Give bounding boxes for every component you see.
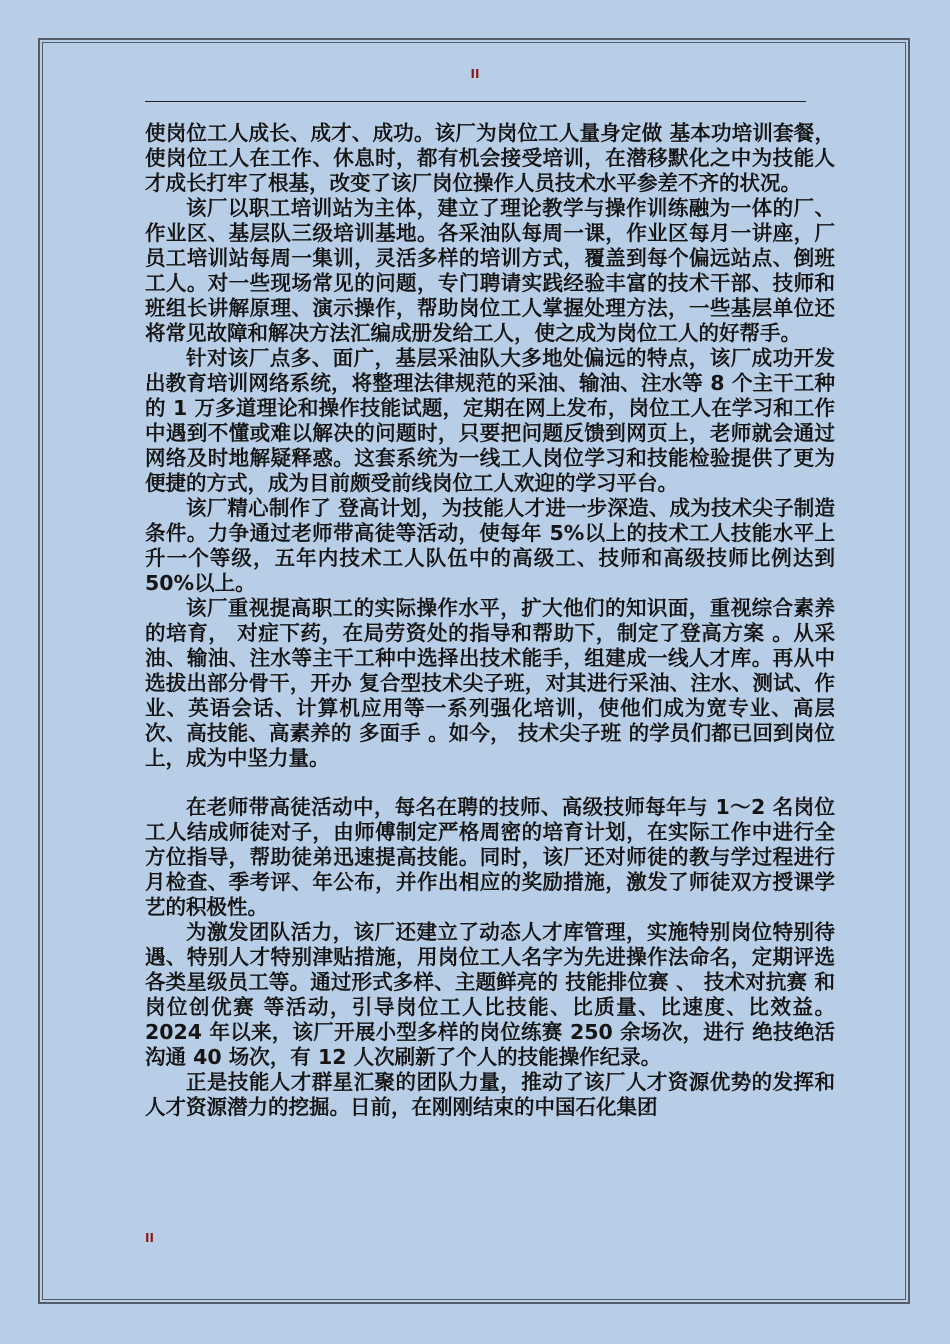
paragraph-1: 使岗位工人成长、成才、成功。该厂为岗位工人量身定做 基本功培训套餐，使岗位工人在工作、休息时，都有机会接受培训，在潜移默化之中为技能人才成长打牢了根基，改变了该厂岗位操作人员技术水平参差不齐的状况。 [145,121,835,195]
paragraph-2: 该厂以职工培训站为主体，建立了理论教学与操作训练融为一体的厂、作业区、基层队三级培训基地。各采油队每周一课，作业区每月一讲座，厂员工培训站每周一集训，灵活多样的培训方式，覆盖到每个偏远站点、倒班工人。对一些现场常见的问题，专门聘请实践经验丰富的技术干部、技师和班组长讲解原理、演示操作，帮助岗位工人掌握处理方法，一些基层单位还将常见故障和解决方法汇编成册发给工人，使之成为岗位工人的好帮手。 [145,196,835,345]
paragraph-3: 针对该厂点多、面广，基层采油队大多地处偏远的特点，该厂成功开发出教育培训网络系统，将整理法律规范的采油、输油、注水等 8 个主干工种的 1 万多道理论和操作技能试题，定期在网上发布，岗位工人在学习和工作中遇到不懂或难以解决的问题时，只要把问题反馈到网页上，老师就会通过网络及时地解疑释惑。这套系统为一线工人岗位学习和技能检验提供了更为便捷的方式，成为目前颇受前线岗位工人欢迎的学习平台。 [145,346,835,495]
paragraph-5: 该厂重视提高职工的实际操作水平，扩大他们的知识面，重视综合素养的培育， 对症下药，在局劳资处的指导和帮助下，制定了登高方案 。从采油、输油、注水等主干工种中选择出技术能手，组建成一线人才库。再从中选拔出部分骨干，开办 复合型技术尖子班，对其进行采油、注水、测试、作业、英语会话、计算机应用等一系列强化培训，使他们成为宽专业、高层次、高技能、高素养的 多面手 。如今， 技术尖子班 的学员们都已回到岗位上，成为中坚力量。 [145,596,835,770]
header-mark: II [470,67,480,81]
paragraph-8: 正是技能人才群星汇聚的团队力量，推动了该厂人才资源优势的发挥和人才资源潜力的挖掘。日前，在刚刚结束的中国石化集团 [145,1070,835,1119]
footer-mark: II [145,1231,154,1245]
document-body [145,121,835,1120]
paragraph-4: 该厂精心制作了 登高计划，为技能人才进一步深造、成为技术尖子制造条件。力争通过老师带高徒等活动，使每年 5%以上的技术工人技能水平上升一个等级，五年内技术工人队伍中的高级工、技师和高级技师比例达到 50%以上。 [145,496,835,595]
header-rule [145,101,806,102]
paragraph-7: 为激发团队活力，该厂还建立了动态人才库管理，实施特别岗位特别待遇、特别人才特别津贴措施，用岗位工人名字为先进操作法命名，定期评选各类星级员工等。通过形式多样、主题鲜亮的 技能排位赛 、 技术对抗赛 和 岗位创优赛 等活动，引导岗位工人比技能、比质量、比速度、比效益。2024 年以来，该厂开展小型多样的岗位练赛 250 余场次，进行 绝技绝活 沟通 40 场次，有 12 人次刷新了个人的技能操作纪录。 [145,920,835,1069]
paragraph-gap [145,771,835,795]
paragraph-6: 在老师带高徒活动中，每名在聘的技师、高级技师每年与 1～2 名岗位工人结成师徒对子，由师傅制定严格周密的培育计划，在实际工作中进行全方位指导，帮助徒弟迅速提高技能。同时，该厂还对师徒的教与学过程进行月检查、季考评、年公布，并作出相应的奖励措施，激发了师徒双方授课学艺的积极性。 [145,795,835,919]
